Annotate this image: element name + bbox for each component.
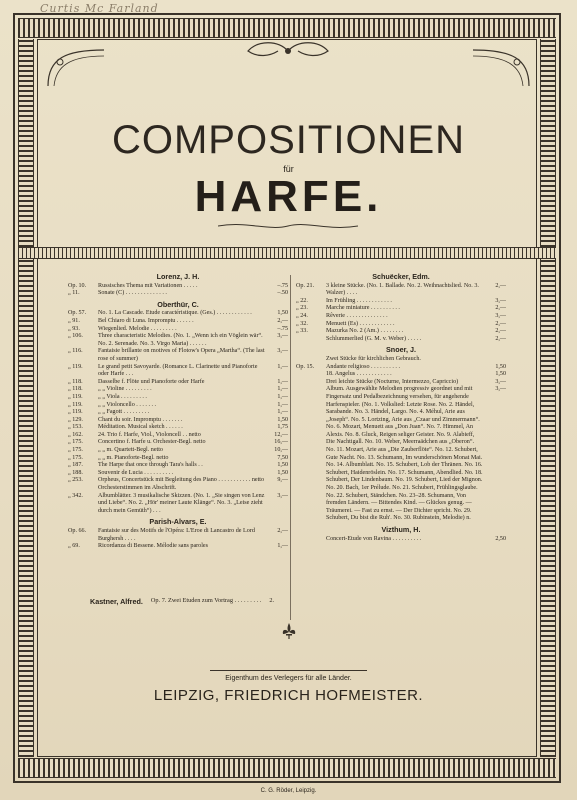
column-separator <box>290 275 291 620</box>
fleur-de-lis-icon <box>281 622 297 640</box>
price: 1,— <box>277 393 288 400</box>
work-title: 24. Trio f. Harfe, Viol., Violoncell . . netto <box>98 431 201 438</box>
price: 3,— <box>495 386 506 393</box>
price: 1,— <box>277 409 288 416</box>
opus-number: „ 118. <box>68 386 83 393</box>
work-title: Schlummerlied (G. M. v. Weber) . . . . . <box>326 335 422 342</box>
opus-number: „ 69. <box>68 543 80 550</box>
opus-number: Op. 57. <box>68 310 87 317</box>
opus-number: „ 118. <box>68 378 83 385</box>
composer-heading: Oberthür, C. <box>157 299 199 309</box>
catalog-entry <box>68 364 288 379</box>
middle-divider-band <box>18 247 556 259</box>
work-title: Ricordanza di Bessene. Mélodie sans paroles <box>98 543 208 550</box>
opus-number: „ 106. <box>68 333 83 340</box>
work-title: „ „ Fagott . . . . . . . . . <box>98 409 150 416</box>
opus-number: „ 32. <box>296 320 308 327</box>
catalog-entry <box>68 394 288 402</box>
price: –.50 <box>277 290 288 297</box>
work-title: „ „ m. Quartett-Begl. netto <box>98 447 163 454</box>
work-title: Chant du soir. Impromptu . . . . . . . <box>98 416 183 423</box>
price: 1,— <box>277 401 288 408</box>
price: 1,— <box>277 543 288 550</box>
kastner-text: Op. 7. Zwei Etuden zum Vortrag . . . . . . . . . <box>150 597 262 604</box>
catalog-entry <box>296 283 506 298</box>
price: 2,— <box>277 317 288 324</box>
opus-number: „ 253. <box>68 477 83 484</box>
catalog-entry <box>68 528 288 543</box>
price: 16,— <box>274 439 288 446</box>
catalog-entry <box>68 290 288 298</box>
catalog-entry <box>68 424 288 432</box>
work-title: Bel Chiaro di Luna. Impromptu . . . . . . <box>98 317 194 324</box>
price: 1,50 <box>277 462 288 469</box>
price: 3,— <box>277 492 288 499</box>
catalog-entry <box>68 477 288 492</box>
handwritten-signature: Curtis Mc Farland <box>40 2 159 15</box>
work-title: Souvenir de Lucia . . . . . . . . . . <box>98 469 174 476</box>
opus-number: „ 175. <box>68 447 83 454</box>
work-title: Méditation. Musical sketch . . . . . . <box>98 424 183 431</box>
price: 2,50 <box>495 535 506 542</box>
corner-ornament-tl-icon <box>46 48 106 88</box>
catalog-entry <box>68 409 288 417</box>
publisher-imprint: LEIPZIG, FRIEDRICH HOFMEISTER. <box>153 687 424 704</box>
work-title: Fantaisie sur des Motifs de l'Opéra: L'Eroe di Lancastro de Lord Burghersh . . . . <box>98 528 257 542</box>
work-title: Three characteristic Melodies. (No. 1. „Wenn ich ein Vöglein wär“. No. 2. Serenade. No. 3. Virgo Maria) . . . . . . <box>98 333 265 347</box>
price: 2,— <box>495 328 506 335</box>
price: 2,— <box>277 528 288 534</box>
title-underline-ornament-icon <box>218 221 358 231</box>
catalog-entry <box>296 298 506 306</box>
price: 7,50 <box>277 454 288 461</box>
opus-number: „ 162. <box>68 431 83 438</box>
kastner-entry <box>90 597 490 606</box>
work-title: 3 kleine Stücke. (No. 1. Ballade. No. 2. Weihnachtslied. No. 3. Walzer) . . . . <box>326 282 481 297</box>
opus-number: „ 11. <box>68 290 80 297</box>
price: 10,— <box>274 447 288 454</box>
price: 3,— <box>277 333 288 340</box>
price: 3,— <box>277 348 288 355</box>
price: 1,50 <box>277 310 288 317</box>
opus-number: Op. 21. <box>296 282 315 289</box>
opus-number: „ 119. <box>68 401 83 408</box>
work-title: Russisches Thema mit Variationen . . . . . <box>98 282 198 289</box>
opus-number: „ 93. <box>68 325 80 332</box>
catalog-entry <box>68 318 288 326</box>
catalog-entry <box>68 333 288 348</box>
work-title: No. 1. La Cascade. Etude caractéristique. (Ges.) . . . . . . . . . . . . <box>98 310 252 317</box>
opus-number: „ 22. <box>296 297 308 304</box>
price: 9,— <box>277 477 288 484</box>
work-title: Wiegenlied. Melodie . . . . . . . . . <box>98 325 177 332</box>
price: 2,— <box>495 335 506 342</box>
price: –.75 <box>277 282 288 289</box>
price: 3,— <box>495 378 506 385</box>
catalog-entry <box>296 313 506 321</box>
catalog-entry <box>68 402 288 410</box>
catalog-entry <box>68 348 288 363</box>
work-title: Dasselbe f. Flöte und Pianoforte oder Harfe <box>98 378 205 385</box>
price: 1,50 <box>495 371 506 378</box>
opus-number: Op. 10. <box>68 282 87 289</box>
opus-number: „ 175. <box>68 439 83 446</box>
work-title: Menuett (Es) . . . . . . . . . . . . <box>326 320 395 327</box>
catalog-entry <box>296 356 506 364</box>
work-title: The Harpe that once through Tara's halls . . <box>98 462 203 469</box>
title-connector: für <box>283 164 294 174</box>
rights-notice: Eigenthum des Verlegers für alle Länder. <box>225 675 352 682</box>
opus-number: „ 342. <box>68 492 83 499</box>
work-title: Concert-Etude von Ravina . . . . . . . . . . <box>326 535 422 542</box>
top-border-band <box>18 18 556 38</box>
work-title: 18. Angelus . . . . . . . . . . . . <box>326 371 392 378</box>
work-title: Le grand petit Savoyarde. (Romance L. Clarinette und Pianoforte oder Harfe . . . <box>98 363 259 378</box>
catalog-entry <box>68 439 288 447</box>
work-title: Im Frühling . . . . . . . . . . . . <box>326 297 392 304</box>
work-title: Albumblätter. 3 musikalische Skizzen. (No. 1. „Sie singen von Lenz und Liebe“. No. 2. „Hör' meiner Laute Klänge“. No. 3. „Leise zieht durch mein Gemüth“) . . . <box>98 492 266 514</box>
work-title: „ „ Violine . . . . . . . . . <box>98 386 152 393</box>
work-title: Andante religioso . . . . . . . . . . <box>326 363 400 370</box>
price: 3,— <box>495 297 506 304</box>
catalog-entry <box>68 462 288 470</box>
price: 1,— <box>277 363 288 370</box>
price: 3,— <box>495 312 506 319</box>
right-column <box>296 270 506 543</box>
corner-ornament-tr-icon <box>471 48 531 88</box>
catalog-entry <box>296 336 506 344</box>
price: 2,— <box>495 282 506 289</box>
catalog-entry <box>296 379 506 387</box>
work-title: Rêverie . . . . . . . . . . . . . . <box>326 312 388 319</box>
work-title: „ „ m. Pianoforte-Begl. netto <box>98 454 169 461</box>
work-title: Album. Ausgewählte Melodien progressiv geordnet und mit Fingersatz und Pedalbezeichnung versehen, für angehende Harfenspieler. (No. 1. Volkslied: Letzte Rose. No. 2. Händel, Sarabande. No. 3. Händel, Largo. No. 4. Méhul, Arie aus „Joseph“. No. 5. Lortzing, Arie aus „Czaar und Zimmermann“. No. 6. Mozart, Menuett aus „Don Juan“. No. 7. Himmel, An Alexis. No. 8. Gluck, Reigen seliger Geister. No. 9. Alabieff, Die Nachtigall. No. 10. Weber, Meerraädchen aus „Oberon“. No. 11. Mozart, Arie aus „Die Zauberflöte“. No. 12. Schubert, Gute Nacht. No. 13. Schumann, Im wunderschönen Monat Mai. No. 14. Albumblatt. No. 15. Schubert, Lob der Thränen. No. 16. Schubert, Haidenröslein. No. 17. Schumann, Abendlied. No. 18. Schubert, Der Lindenbaum. No. 19. Schubert, Lied der Mignon. No. 20. Bach, 1er Prélude. No. 21. Schubert, Frühlingsglaube. No. 22. Schubert, Ständchen. No. 23–28. Schumann, Von fremden Ländern. — Bittendes Kind. — Glückes genug. — Träumerei. — Fast zu ernst. — Der Dichter spricht. No. 29. Schubert, Du bist die Ruh'. No. 30. Rubinstein, Melodie) n. <box>326 386 485 522</box>
work-title: Drei leichte Stücke (Nocturne, Intermezzo, Capriccio) <box>326 378 459 385</box>
work-title: Concertino f. Harfe u. Orchester-Begl. netto <box>98 439 206 446</box>
work-title: Mazurka No. 2 (Am.) . . . . . . . . <box>326 328 404 335</box>
bottom-border-band <box>18 758 556 778</box>
price: 1,— <box>277 378 288 385</box>
opus-number: Op. 15. <box>296 363 315 370</box>
composer-heading: Snoer, J. <box>386 345 416 355</box>
catalog-entry <box>68 493 288 516</box>
kastner-composer: Kastner, Alfred. <box>90 597 143 606</box>
work-title: Sonate (C) . . . . . . . . . . . . . . <box>98 290 167 297</box>
catalog-entry <box>68 447 288 455</box>
opus-number: „ 187. <box>68 462 83 469</box>
page-subtitle: HARFE. <box>194 172 383 221</box>
catalog-entry <box>68 455 288 463</box>
composer-heading: Schuëcker, Edm. <box>372 272 430 281</box>
catalog-entry <box>68 379 288 387</box>
catalog-entry <box>296 386 506 523</box>
catalog-entry <box>68 470 288 478</box>
catalog-entry <box>68 417 288 425</box>
opus-number: „ 175. <box>68 454 83 461</box>
footer-divider <box>210 670 367 671</box>
work-title: Zwei Stücke für kirchlichen Gebrauch. <box>326 355 421 362</box>
opus-number: „ 129. <box>68 416 83 423</box>
opus-number: „ 24. <box>296 312 308 319</box>
work-title: Marche miniature . . . . . . . . . . <box>326 305 400 312</box>
opus-number: „ 119. <box>68 409 83 416</box>
opus-number: „ 91. <box>68 317 80 324</box>
work-title: Fantaisie brillante on motives of Flotow's Opera „Martha“. (The last rose of summer) <box>98 348 267 362</box>
catalog-entry <box>296 371 506 379</box>
price: 1,50 <box>277 416 288 423</box>
opus-number: Op. 66. <box>68 528 87 534</box>
catalog-entry <box>296 305 506 313</box>
catalog-entry <box>68 310 288 318</box>
work-title: „ „ Viola . . . . . . . . . <box>98 393 147 400</box>
catalog-entry <box>296 536 506 544</box>
composer-heading: Parish-Alvars, E. <box>149 517 207 527</box>
top-scroll-ornament-icon <box>238 40 338 62</box>
kastner-price: 2. <box>269 597 275 604</box>
catalog-entry <box>296 364 506 372</box>
price: 1,50 <box>277 469 288 476</box>
price: 12,— <box>274 431 288 438</box>
catalog-entry <box>296 328 506 336</box>
catalog-entry <box>68 386 288 394</box>
opus-number: „ 119. <box>68 363 83 370</box>
work-title: „ „ Violoncello . . . . . . . <box>98 401 157 408</box>
opus-number: „ 116. <box>68 348 83 355</box>
opus-number: „ 23. <box>296 305 308 312</box>
left-column <box>68 270 288 551</box>
composer-heading: Lorenz, J. H. <box>156 272 200 281</box>
page-title: COMPOSITIONEN <box>111 118 466 162</box>
opus-number: „ 119. <box>68 393 83 400</box>
price: 2,— <box>495 320 506 327</box>
price: 1,— <box>277 386 288 393</box>
price: 1,75 <box>277 424 288 431</box>
price: –.75 <box>277 325 288 332</box>
opus-number: „ 153. <box>68 424 83 431</box>
work-title: Orpheus, Concertstück mit Begleitung des Piano . . . . . . . . . . . netto Orchesterstimmen im Abschrift. <box>98 477 266 492</box>
opus-number: „ 188. <box>68 469 83 476</box>
price: 1,50 <box>495 363 506 370</box>
opus-number: „ 33. <box>296 328 308 335</box>
catalog-entry <box>68 543 288 551</box>
price: 2,— <box>495 305 506 312</box>
composer-heading: Vizthum, H. <box>381 525 421 534</box>
printer-imprint: C. G. Röder, Leipzig. <box>260 788 317 794</box>
